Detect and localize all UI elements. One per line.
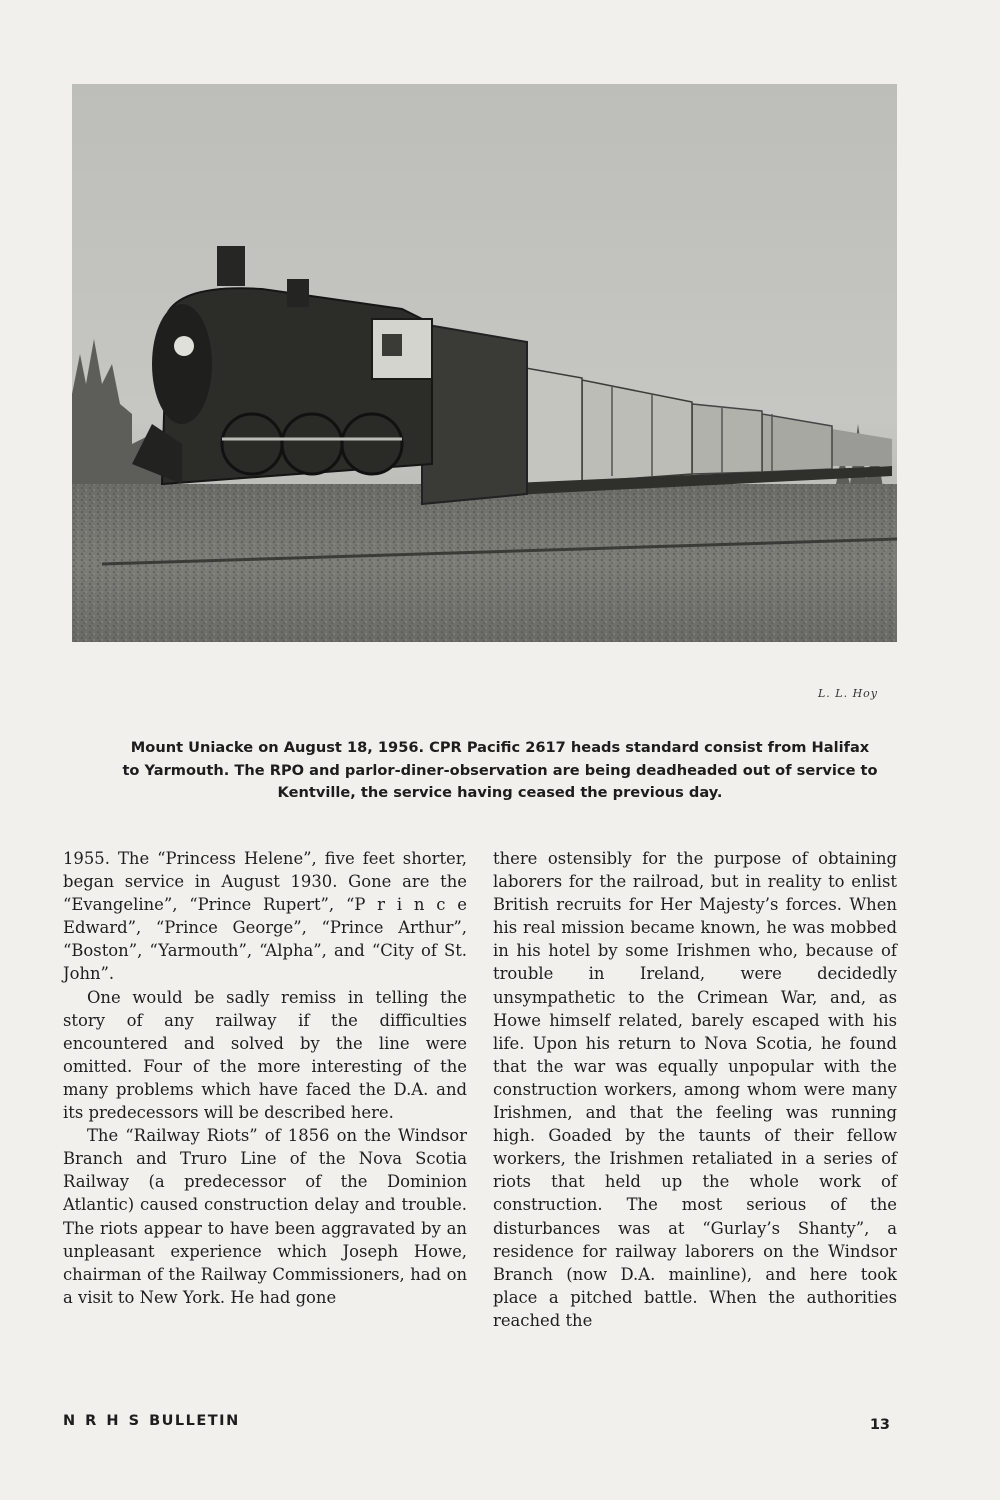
paragraph: The “Railway Riots” of 1856 on the Windsor Branch and Truro Line of the Nova Scotia Railway (a predecessor of the Dominion Atlantic) caused construction delay and trouble. The riots appear to have been aggravated by an unpleasant experience which Joseph Howe, chairman of the Railway Commissioners, had on a visit to New York. He had gone — [63, 1126, 467, 1307]
locomotive-photo — [72, 84, 897, 642]
photo-credit: L. L. Hoy — [817, 687, 878, 700]
paragraph: there ostensibly for the purpose of obtaining laborers for the railroad, but in reality to enlist British recruits for Her Majesty’s forces. When his real mission became known, he was mobbed in his hotel by some Irishmen who, because of trouble in Ireland, were decidedly unsympathetic to the Crimean War, and, as Howe himself related, barely escaped with his life. Upon his return to Nova Scotia, he found that the war was equally unpopular with the construction workers, among whom were many Irishmen, and that the feeling was running high. Goaded by the taunts of their fellow workers, the Irishmen retaliated in a series of riots that held up the whole work of construction. The most serious of the disturbances was at “Gurlay’s Shanty”, a residence for railway laborers on the Windsor Branch (now D.A. mainline), and here took place a pitched battle. When the authorities reached the — [493, 849, 897, 1330]
locomotive-illustration — [72, 84, 897, 642]
paragraph: 1955. The “Princess Helene”, five feet shorter, began service in August 1930. Gone are the “Evangeline”, “Prince Rupert”, “P r i n c e Edward”, “Prince George”, “Prince Arthur”, “Boston”, “Yarmouth”, “Alpha”, and “City of St. John”. — [63, 849, 467, 984]
paragraph: One would be sadly remiss in telling the story of any railway if the difficulties encountered and solved by the line were omitted. Four of the more interesting of the many problems which have faced the D.A. and its predecessors will be described here. — [63, 987, 467, 1123]
tender — [422, 324, 527, 504]
publication-title: N R H S BULLETIN — [63, 1413, 240, 1429]
photo-caption — [80, 737, 920, 805]
body-column-left — [63, 847, 467, 1309]
number-plate — [174, 336, 194, 356]
caption-line: Mount Uniacke on August 18, 1956. CPR Pacific 2617 heads standard consist from Halifax — [130, 739, 870, 756]
page-number: 13 — [869, 1417, 890, 1433]
body-column-right — [493, 847, 897, 1332]
caption-line: Kentville, the service having ceased the previous day. — [277, 784, 723, 801]
caption-line: to Yarmouth. The RPO and parlor-diner-observation are being deadheaded out of service to — [122, 761, 878, 779]
